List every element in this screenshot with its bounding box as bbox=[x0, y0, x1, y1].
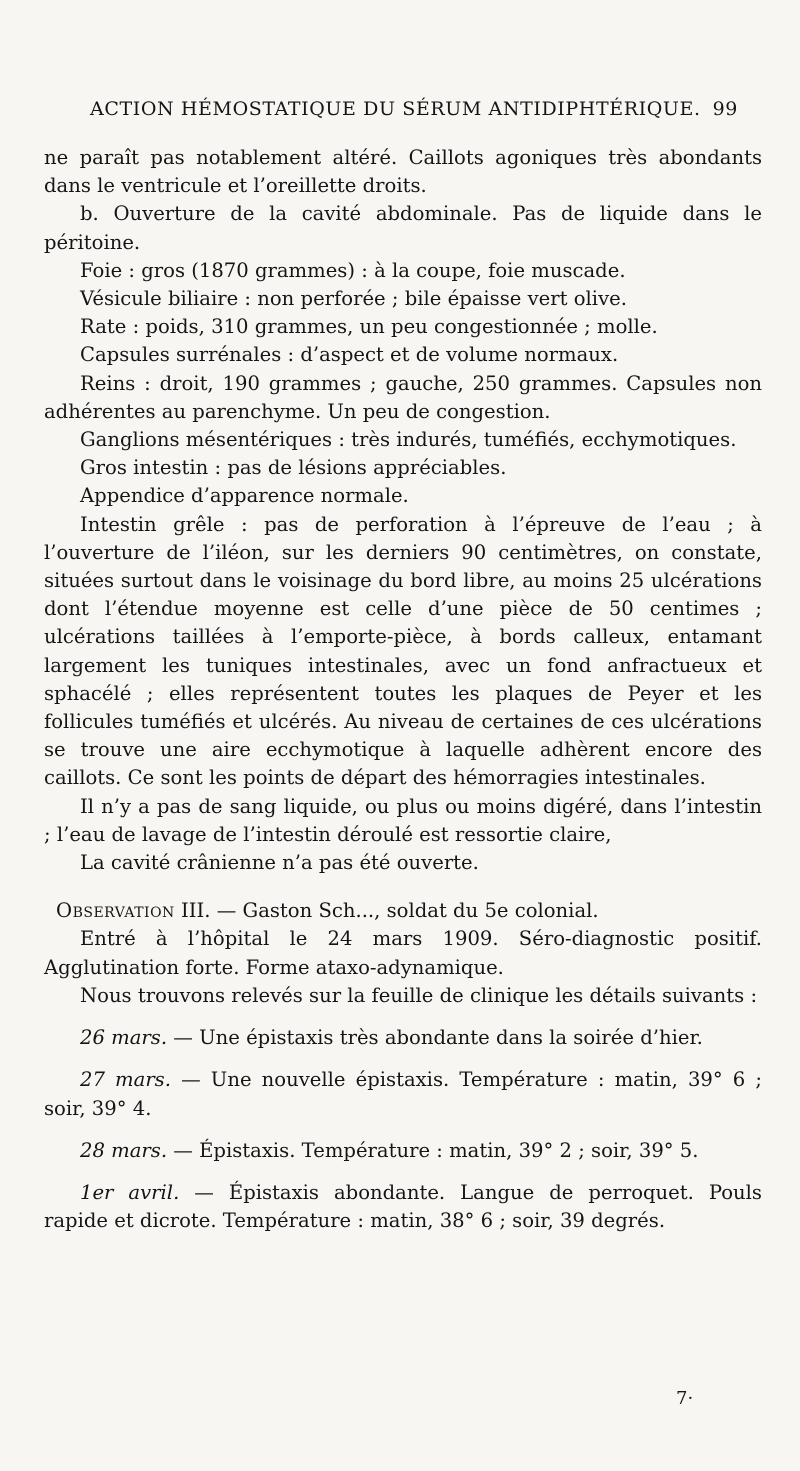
paragraph: Rate : poids, 310 grammes, un peu congestionnée ; molle. bbox=[80, 315, 658, 339]
clinical-entry bbox=[44, 1137, 762, 1165]
paragraph: Foie : gros (1870 grammes) : à la coupe, foie muscade. bbox=[80, 258, 626, 282]
paragraph: ne paraît pas notablement altéré. Caillots agoniques très abondants dans le ventricule et l’oreillette droits. bbox=[44, 146, 762, 198]
clinical-entry bbox=[44, 1179, 762, 1235]
observation-intro: Entré à l’hôpital le 24 mars 1909. Séro-diagnostic positif. Agglutination forte. Forme ataxo-adynamique. bbox=[44, 927, 762, 979]
signature-mark: 7· bbox=[676, 1388, 694, 1409]
observation-heading bbox=[44, 897, 762, 925]
paragraph: Vésicule biliaire : non perforée ; bile épaisse vert olive. bbox=[80, 287, 627, 311]
paragraph: Appendice d’apparence normale. bbox=[80, 484, 409, 508]
entry-date: 27 mars. bbox=[80, 1068, 171, 1092]
entry-date: 28 mars. bbox=[80, 1138, 168, 1162]
observation-intro: Nous trouvons relevés sur la feuille de clinique les détails suivants : bbox=[80, 983, 758, 1007]
running-title: ACTION HÉMOSTATIQUE DU SÉRUM ANTIDIPHTÉRIQUE. bbox=[90, 98, 701, 120]
paragraph: Intestin grêle : pas de perforation à l’épreuve de l’eau ; à l’ouverture de l’iléon, sur les derniers 90 centimètres, on constate, situées surtout dans le voisinage du bord libre, au moins 25 ulcérations dont l’étendue moyenne est celle d’une pièce de 50 centimes ; ulcérations taillées à l’emporte-pièce, à bords calleux, entamant largement les tuniques intestinales, avec un fond anfractueux et sphacélé ; elles représentent toutes les plaques de Peyer et les follicules tuméfiés et ulcérés. Au niveau de certaines de ces ulcérations se trouve une aire ecchymotique à laquelle adhèrent encore des caillots. Ce sont les points de départ des hémorragies intestinales. bbox=[44, 512, 762, 790]
paragraph: La cavité crânienne n’a pas été ouverte. bbox=[80, 851, 479, 875]
entry-date: 1er avril. bbox=[80, 1180, 180, 1204]
clinical-entry bbox=[44, 1066, 762, 1122]
entry-text: — Épistaxis abondante. Langue de perroquet. Pouls rapide et dicrote. Température : matin, 38° 6 ; soir, 39 degrés. bbox=[44, 1180, 762, 1233]
observation-title: III. — Gaston Sch..., soldat du 5e colonial. bbox=[174, 899, 599, 923]
page-body bbox=[44, 144, 762, 1235]
paragraph: Ganglions mésentériques : très indurés, tuméfiés, ecchymotiques. bbox=[80, 428, 737, 452]
paragraph: b. Ouverture de la cavité abdominale. Pas de liquide dans le péritoine. bbox=[44, 202, 762, 254]
entry-date: 26 mars. bbox=[80, 1026, 168, 1050]
entry-text: — Une nouvelle épistaxis. Température : matin, 39° 6 ; soir, 39° 4. bbox=[44, 1068, 762, 1120]
observation-label: Observation bbox=[56, 899, 175, 923]
running-header bbox=[90, 98, 738, 120]
entry-text: — Une épistaxis très abondante dans la soirée d’hier. bbox=[167, 1026, 703, 1050]
entry-text: — Épistaxis. Température : matin, 39° 2 ; soir, 39° 5. bbox=[167, 1138, 699, 1162]
paragraph: Gros intestin : pas de lésions appréciables. bbox=[80, 456, 507, 480]
clinical-entry bbox=[44, 1024, 762, 1052]
paragraph: Capsules surrénales : d’aspect et de volume normaux. bbox=[80, 343, 619, 367]
paragraph: Il n’y a pas de sang liquide, ou plus ou moins digéré, dans l’intestin ; l’eau de lavage de l’intestin déroulé est ressortie claire, bbox=[44, 794, 762, 846]
page-number: 99 bbox=[712, 98, 738, 120]
paragraph: Reins : droit, 190 grammes ; gauche, 250 grammes. Capsules non adhérentes au parenchyme. Un peu de congestion. bbox=[44, 371, 762, 423]
